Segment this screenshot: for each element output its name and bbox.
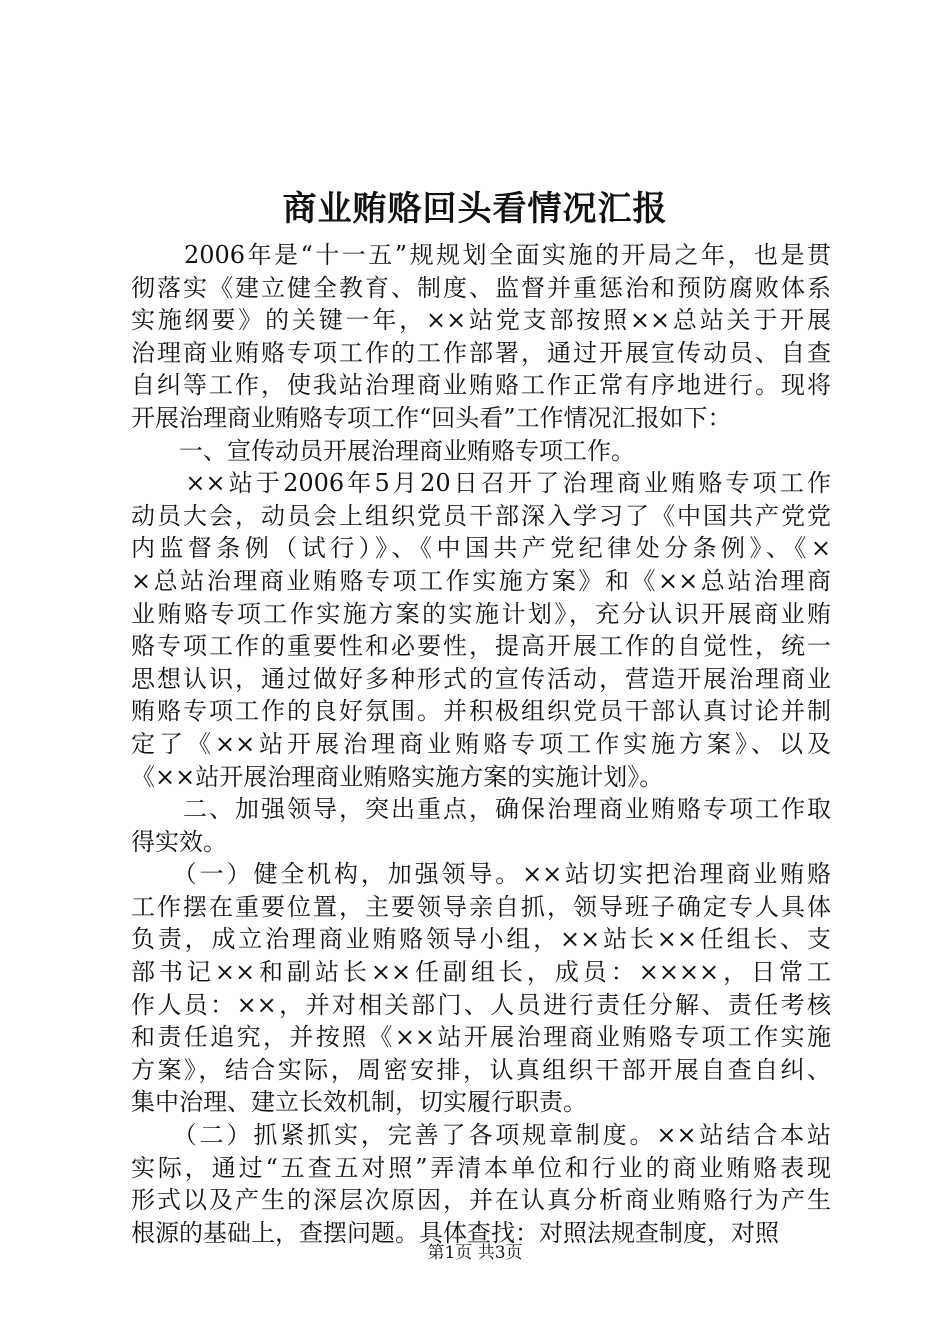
body-line: ×总站治理商业贿赂专项工作实施方案》和《××总站治理商	[131, 566, 831, 595]
body-line: 和责任追究，并按照《××站开展治理商业贿赂专项工作实施	[131, 1023, 831, 1052]
body-line: 二、加强领导，突出重点，确保治理商业贿赂专项工作取	[131, 795, 831, 824]
document-body	[131, 239, 831, 1249]
body-line: 形式以及产生的深层次原因，并在认真分析商业贿赂行为产生	[131, 1186, 831, 1215]
body-line: 动员大会，动员会上组织党员干部深入学习了《中国共产党党	[131, 501, 831, 530]
body-line: 内监督条例（试行）》、《中国共产党纪律处分条例》、《×	[131, 534, 831, 563]
body-line: 赂专项工作的重要性和必要性，提高开展工作的自觉性，统一	[131, 632, 831, 661]
body-line: 自纠等工作，使我站治理商业贿赂工作正常有序地进行。现将	[131, 371, 831, 400]
body-line: 治理商业贿赂专项工作的工作部署，通过开展宣传动员、自查	[131, 338, 831, 367]
body-line: 集中治理、建立长效机制，切实履行职责。	[131, 1088, 587, 1117]
body-line: 工作摆在重要位置，主要领导亲自抓，领导班子确定专人具体	[131, 892, 831, 921]
body-line: 《××站开展治理商业贿赂实施方案的实施计划》。	[131, 762, 664, 791]
body-line: 实施纲要》的关键一年，××站党支部按照××总站关于开展	[131, 306, 831, 335]
body-line: ××站于2006年5月20日召开了治理商业贿赂专项工作	[131, 469, 831, 498]
body-line: 作人员：××，并对相关部门、人员进行责任分解、责任考核	[131, 990, 831, 1019]
body-line: 2006年是“十一五”规规划全面实施的开局之年，也是贯	[131, 241, 831, 269]
body-line: 开展治理商业贿赂专项工作“回头看”工作情况汇报如下：	[131, 403, 732, 432]
body-line: （二）抓紧抓实，完善了各项规章制度。××站结合本站	[131, 1121, 831, 1150]
body-line: 根源的基础上，查摆问题。具体查找：对照法规查制度，对照	[131, 1218, 779, 1247]
body-line: 思想认识，通过做好多种形式的宣传活动，营造开展治理商业	[131, 664, 831, 693]
body-line: 一、宣传动员开展治理商业贿赂专项工作。	[131, 436, 635, 465]
document-title: 商业贿赂回头看情况汇报	[282, 189, 668, 229]
body-line: 负责，成立治理商业贿赂领导小组，××站长××任组长、支	[131, 925, 831, 954]
body-line: 彻落实《建立健全教育、制度、监督并重惩治和预防腐败体系	[131, 273, 831, 302]
body-line: 业贿赂专项工作实施方案的实施计划》，充分认识开展商业贿	[131, 599, 831, 628]
body-line: 部书记××和副站长××任副组长，成员：××××，日常工	[131, 958, 831, 987]
body-line: 实际，通过“五查五对照”弄清本单位和行业的商业贿赂表现	[131, 1153, 831, 1182]
body-line: 得实效。	[131, 827, 227, 856]
body-line: 方案》，结合实际，周密安排，认真组织干部开展自查自纠、	[131, 1055, 831, 1084]
body-line: 定了《××站开展治理商业贿赂专项工作实施方案》、以及	[131, 729, 831, 758]
body-line: （一）健全机构，加强领导。××站切实把治理商业贿赂	[131, 860, 831, 889]
body-line: 贿赂专项工作的良好氛围。并积极组织党员干部认真讨论并制	[131, 697, 831, 726]
page-footer: 第1页 共3页	[427, 1243, 523, 1263]
